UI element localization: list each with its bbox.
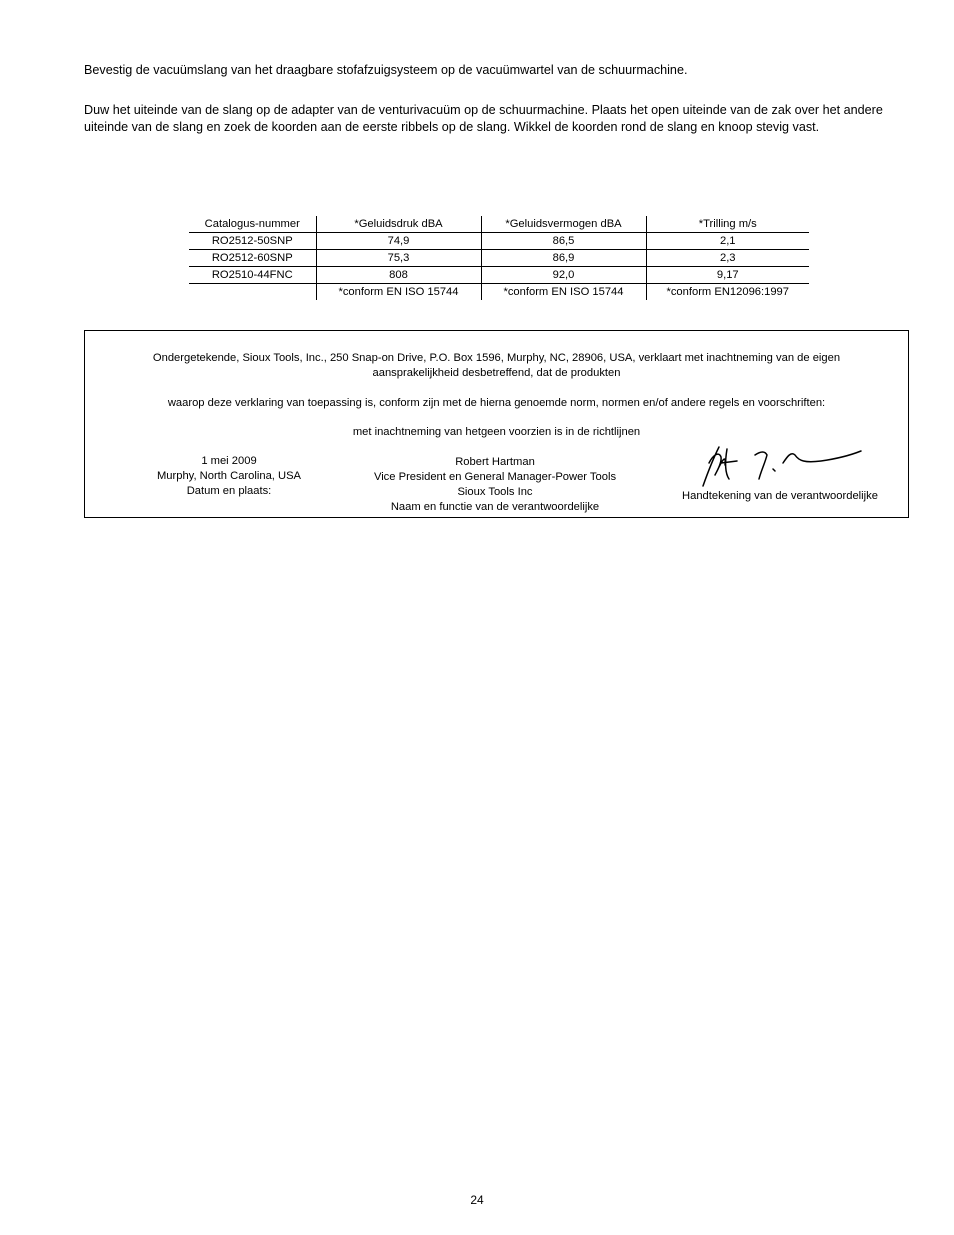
noise-vibration-table: [189, 216, 809, 300]
declaration-line-1b: aansprakelijkheid desbetreffend, dat de produkten: [372, 367, 621, 379]
declaration-place: Murphy, North Carolina, USA: [156, 470, 302, 482]
table-cell: 74,9: [316, 233, 481, 250]
table-cell: 2,1: [646, 233, 809, 250]
table-row: [189, 233, 809, 250]
column-header-catalog: Catalogus-nummer: [189, 216, 316, 233]
table-header-row: [189, 216, 809, 233]
date-place-label: Datum en plaats:: [186, 485, 272, 497]
table-row: [189, 250, 809, 267]
table-cell: 2,3: [646, 250, 809, 267]
column-header-sound-pressure: *Geluidsdruk dBA: [316, 216, 481, 233]
table-footnote-row: [189, 284, 809, 301]
table-cell: 86,9: [481, 250, 646, 267]
table-cell: 92,0: [481, 267, 646, 284]
declaration-line-1: Ondergetekende, Sioux Tools, Inc., 250 Snap-on Drive, P.O. Box 1596, Murphy, NC, 28906, USA, verklaart met inachtneming van de eigen: [152, 352, 841, 364]
table-cell: [189, 284, 316, 301]
signature-stroke-1: [703, 447, 737, 486]
signature-stroke-3: [783, 451, 861, 463]
table-cell: RO2510-44FNC: [189, 267, 316, 284]
declaration-line-3: met inachtneming van hetgeen voorzien is in de richtlijnen: [352, 426, 641, 438]
date-place-block: [129, 454, 329, 499]
declaration-date: 1 mei 2009: [201, 455, 257, 467]
column-header-sound-power: *Geluidsvermogen dBA: [481, 216, 646, 233]
table-footnote: *conform EN ISO 15744: [481, 284, 646, 301]
signature-stroke-2: [755, 452, 775, 479]
table-cell: RO2512-50SNP: [189, 233, 316, 250]
signature-label: Handtekening van de verantwoordelijke: [682, 490, 878, 502]
declaration-statement: [85, 351, 908, 381]
declaration-of-conformity-box: [84, 330, 909, 518]
column-header-vibration: *Trilling m/s: [646, 216, 809, 233]
table-footnote: *conform EN ISO 15744: [316, 284, 481, 301]
signatory-label: Naam en functie van de verantwoordelijke: [390, 501, 600, 513]
signatory-title: Vice President en General Manager-Power Tools: [373, 471, 617, 483]
instruction-paragraph-2: Duw het uiteinde van de slang op de adapter van de venturivacuüm op de schuurmachine. Plaats het open uiteinde van de zak over het andere uiteinde van de slang en zoek de koorden aan de eerste ribbels op de slang. Wikkel de koorden rond de slang en knoop stevig vast.: [84, 103, 883, 134]
table-cell: 9,17: [646, 267, 809, 284]
page-number: 24: [470, 1193, 484, 1207]
table-row: [189, 267, 809, 284]
instruction-paragraph-1: Bevestig de vacuümslang van het draagbare stofafzuigsysteem op de vacuümwartel van de schuurmachine.: [84, 63, 688, 77]
declaration-line-2: waarop deze verklaring van toepassing is, conform zijn met de hierna genoemde norm, normen en/of andere regels en voorschriften:: [167, 397, 826, 409]
signatory-name: Robert Hartman: [455, 456, 535, 468]
handwritten-signature: [695, 441, 865, 489]
table-cell: RO2512-60SNP: [189, 250, 316, 267]
table-cell: 86,5: [481, 233, 646, 250]
table-cell: 75,3: [316, 250, 481, 267]
table-cell: 808: [316, 267, 481, 284]
signatory-block: [340, 455, 650, 515]
table-footnote: *conform EN12096:1997: [646, 284, 809, 301]
signatory-company: Sioux Tools Inc: [457, 486, 533, 498]
